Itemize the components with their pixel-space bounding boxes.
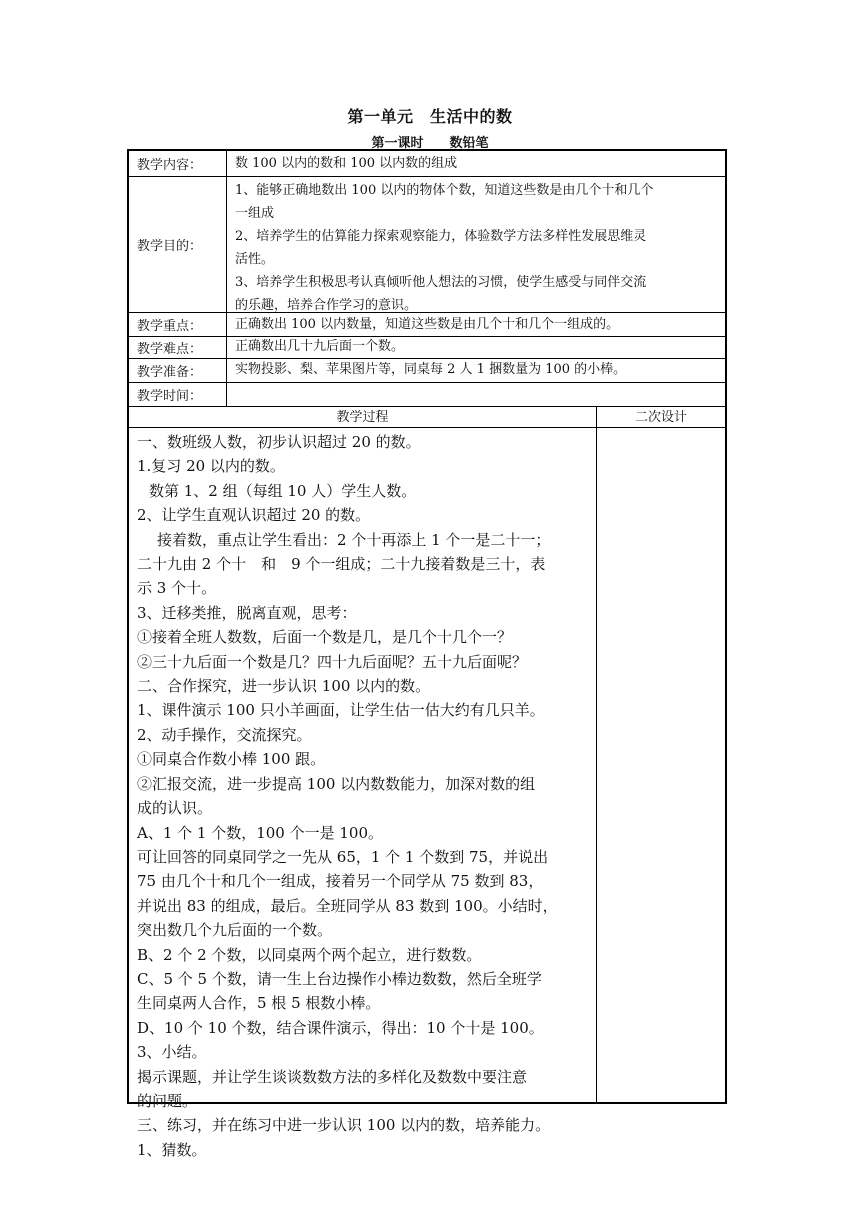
time-row: [129, 383, 725, 407]
process-line: 1、课件演示 100 只小羊画面，让学生估一估大约有几只羊。: [137, 701, 545, 720]
process-line: 二十九由 2 个十 和 9 个一组成；二十九接着数是三十，表: [137, 555, 546, 574]
process-line: 二、合作探究，进一步认识 100 以内的数。: [137, 677, 431, 696]
process-line: 2、动手操作，交流探究。: [137, 725, 312, 744]
second-design-cell: [597, 428, 725, 1102]
process-line: 1.复习 20 以内的数。: [137, 457, 285, 476]
goals-row: [129, 177, 725, 313]
process-line: 示 3 个十。: [137, 579, 217, 598]
process-line: ②汇报交流，进一步提高 100 以内数数能力，加深对数的组: [137, 774, 536, 793]
goal-line: 3、培养学生积极思考认真倾听他人想法的习惯，使学生感受与同伴交流: [235, 275, 647, 290]
time-value: [227, 383, 725, 406]
page-title: 第一单元 生活中的数: [347, 107, 513, 126]
process-line: 2、让学生直观认识超过 20 的数。: [137, 506, 371, 525]
goal-line: 的乐趣，培养合作学习的意识。: [235, 298, 418, 313]
process-line: 可让回答的同桌同学之一先从 65，1 个 1 个数到 75，并说出: [137, 847, 549, 866]
preparation-label: 教学准备：: [129, 359, 227, 382]
goal-line: 活性。: [235, 252, 275, 267]
process-line: D、10 个 10 个数，结合课件演示，得出：10 个十是 100。: [137, 1018, 544, 1037]
content-value: 数 100 以内的数和 100 以内数的组成: [235, 156, 458, 171]
process-line: 的问题。: [137, 1091, 198, 1110]
goals-value: [227, 177, 725, 312]
content-label: 教学内容：: [129, 151, 227, 176]
process-line: 一、数班级人数，初步认识超过 20 的数。: [137, 433, 421, 451]
goal-line: 1、能够正确地数出 100 以内的物体个数，知道这些数是由几个十和几个: [235, 183, 654, 198]
process-line: 75 由几个十和几个一组成，接着另一个同学从 75 数到 83，: [137, 872, 544, 891]
process-content: [129, 428, 597, 1159]
process-body-row: [129, 428, 725, 1159]
process-line: 揭示课题，并让学生谈谈数数方法的多样化及数数中要注意: [137, 1067, 528, 1086]
content-row: [129, 151, 725, 177]
process-line: 并说出 83 的组成，最后。全班同学从 83 数到 100。小结时，: [137, 896, 558, 915]
process-line: 数第 1、2 组（每组 10 人）学生人数。: [149, 481, 417, 500]
key-point-value: 正确数出 100 以内数量，知道这些数是由几个十和几个一组成的。: [235, 317, 620, 332]
process-line: ①同桌合作数小棒 100 跟。: [137, 750, 326, 769]
process-line: 3、小结。: [137, 1043, 207, 1062]
process-line: 3、迁移类推，脱离直观，思考：: [137, 603, 357, 622]
key-point-label: 教学重点：: [129, 313, 227, 336]
time-label: 教学时间：: [129, 383, 227, 406]
process-header-row: [129, 407, 725, 428]
process-line: 突出数几个九后面的一个数。: [137, 921, 333, 940]
process-line: C、5 个 5 个数，请一生上台边操作小棒边数数，然后全班学: [137, 969, 542, 988]
goals-label: 教学目的：: [129, 177, 227, 312]
goal-line: 一组成: [235, 206, 275, 221]
process-header: 教学过程: [129, 407, 597, 427]
key-point-row: [129, 313, 725, 337]
process-line: 三、练习，并在练习中进一步认识 100 以内的数，培养能力。: [137, 1116, 551, 1135]
process-line: 生同桌两人合作，5 根 5 根数小棒。: [137, 994, 381, 1013]
preparation-row: [129, 359, 725, 383]
process-line: B、2 个 2 个数，以同桌两个两个起立，进行数数。: [137, 945, 482, 964]
process-line: 成的认识。: [137, 799, 213, 818]
process-line: 接着数，重点让学生看出：2 个十再添上 1 个一是二十一；: [157, 530, 551, 549]
goal-line: 2、培养学生的估算能力探索观察能力，体验数学方法多样性发展思维灵: [235, 229, 647, 244]
process-line: ②三十九后面一个数是几？四十九后面呢？五十九后面呢？: [137, 652, 528, 671]
difficulty-value: 正确数出几十九后面一个数。: [235, 339, 405, 354]
process-line: ①接着全班人数数，后面一个数是几，是几个十几个一？: [137, 628, 513, 647]
difficulty-row: [129, 337, 725, 359]
preparation-value: 实物投影、梨、苹果图片等，同桌每 2 人 1 捆数量为 100 的小棒。: [235, 362, 627, 377]
second-design-header: 二次设计: [634, 410, 687, 425]
lesson-subtitle: 第一课时 数铅笔: [371, 136, 489, 151]
lesson-plan-table: [127, 149, 727, 1159]
difficulty-label: 教学难点：: [129, 337, 227, 358]
process-line: A、1 个 1 个数，100 个一是 100。: [137, 823, 384, 842]
process-line: 1、猜数。: [137, 1140, 207, 1159]
